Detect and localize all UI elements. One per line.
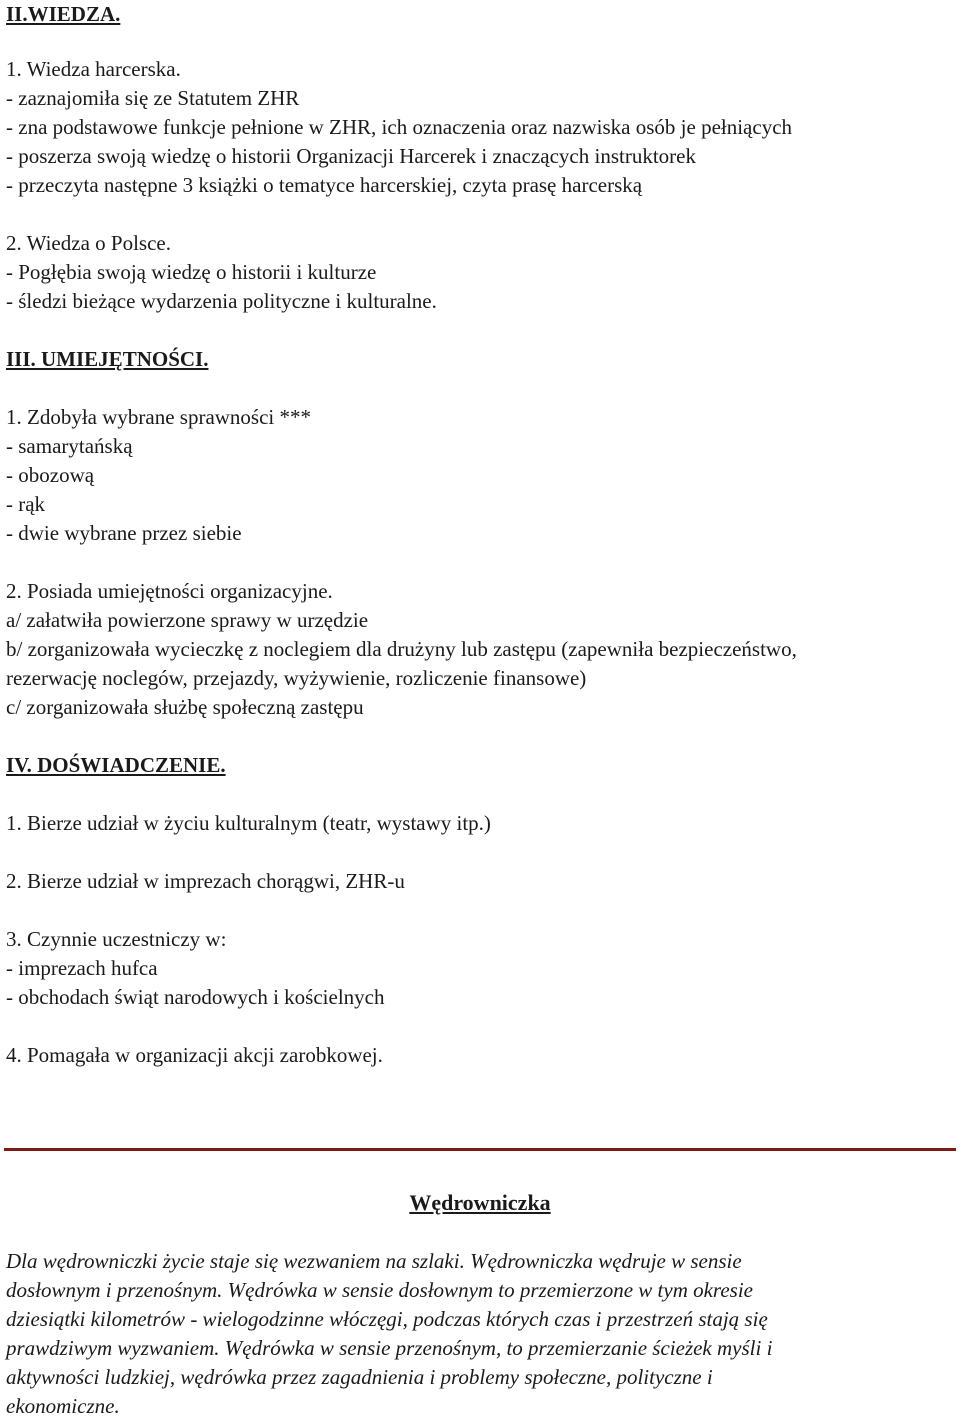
section-heading-wiedza: II.WIEDZA.: [6, 2, 121, 26]
paragraph-line: prawdziwym wyzwaniem. Wędrówka w sensie przenośnym, to przemierzanie ścieżek myśli i: [6, 1336, 773, 1360]
subsection-title: 4. Pomagała w organizacji akcji zarobkowej.: [6, 1043, 383, 1067]
subsection-title: 2. Posiada umiejętności organizacyjne.: [6, 579, 333, 603]
list-item: - śledzi bieżące wydarzenia polityczne i kulturalne.: [6, 289, 437, 313]
list-item: - zaznajomiła się ze Statutem ZHR: [6, 86, 300, 110]
spacer: [6, 316, 956, 345]
wedrowniczka-paragraph: [6, 1247, 956, 1421]
list-item: - imprezach hufca: [6, 956, 158, 980]
wedrowniczka-title: Wędrowniczka: [409, 1190, 551, 1215]
subsection-title: 1. Bierze udział w życiu kulturalnym (teatr, wystawy itp.): [6, 811, 491, 835]
paragraph-line: dosłownym i przenośnym. Wędrówka w sensie dosłownym to przemierzone w tym okresie: [6, 1278, 753, 1302]
list-item: - poszerza swoją wiedzę o historii Organizacji Harcerek i znaczących instruktorek: [6, 144, 696, 168]
subsection-title: 1. Zdobyła wybrane sprawności ***: [6, 405, 312, 429]
subsection-title: 2. Bierze udział w imprezach chorągwi, ZHR-u: [6, 869, 405, 893]
section-heading-umiejetnosci: III. UMIEJĘTNOŚCI.: [6, 347, 209, 371]
document-page: [6, 0, 956, 1070]
paragraph-line: Dla wędrowniczki życie staje się wezwaniem na szlaki. Wędrowniczka wędruje w sensie: [6, 1249, 742, 1273]
subsection-title: 2. Wiedza o Polsce.: [6, 231, 171, 255]
spacer: [6, 200, 956, 229]
subsection-title: 3. Czynnie uczestniczy w:: [6, 927, 227, 951]
spacer: [6, 29, 956, 55]
spacer: [6, 722, 956, 751]
section-divider: [4, 1148, 956, 1151]
list-item: rezerwację noclegów, przejazdy, wyżywienie, rozliczenie finansowe): [6, 666, 587, 690]
list-item: c/ zorganizowała służbę społeczną zastępu: [6, 695, 364, 719]
list-item: - samarytańską: [6, 434, 133, 458]
spacer: [6, 548, 956, 577]
list-item: - zna podstawowe funkcje pełnione w ZHR, ich oznaczenia oraz nazwiska osób je pełniących: [6, 115, 793, 139]
list-item: b/ zorganizowała wycieczkę z noclegiem dla drużyny lub zastępu (zapewniła bezpieczeństwo,: [6, 637, 797, 661]
spacer: [6, 1012, 956, 1041]
list-item: - rąk: [6, 492, 46, 516]
spacer: [6, 838, 956, 867]
spacer: [6, 896, 956, 925]
section-heading-doswiadczenie: IV. DOŚWIADCZENIE.: [6, 753, 226, 777]
paragraph-line: ekonomiczne.: [6, 1394, 120, 1418]
paragraph-line: dziesiątki kilometrów - wielogodzinne włóczęgi, podczas których czas i przestrzeń stają się: [6, 1307, 768, 1331]
list-item: - dwie wybrane przez siebie: [6, 521, 242, 545]
list-item: - obozową: [6, 463, 95, 487]
spacer: [6, 780, 956, 809]
paragraph-line: aktywności ludzkiej, wędrówka przez zagadnienia i problemy społeczne, polityczne i: [6, 1365, 713, 1389]
subsection-title: 1. Wiedza harcerska.: [6, 57, 181, 81]
list-item: a/ załatwiła powierzone sprawy w urzędzie: [6, 608, 369, 632]
list-item: - przeczyta następne 3 książki o tematyce harcerskiej, czyta prasę harcerską: [6, 173, 643, 197]
list-item: - Pogłębia swoją wiedzę o historii i kulturze: [6, 260, 377, 284]
spacer: [6, 374, 956, 403]
list-item: - obchodach świąt narodowych i kościelnych: [6, 985, 385, 1009]
